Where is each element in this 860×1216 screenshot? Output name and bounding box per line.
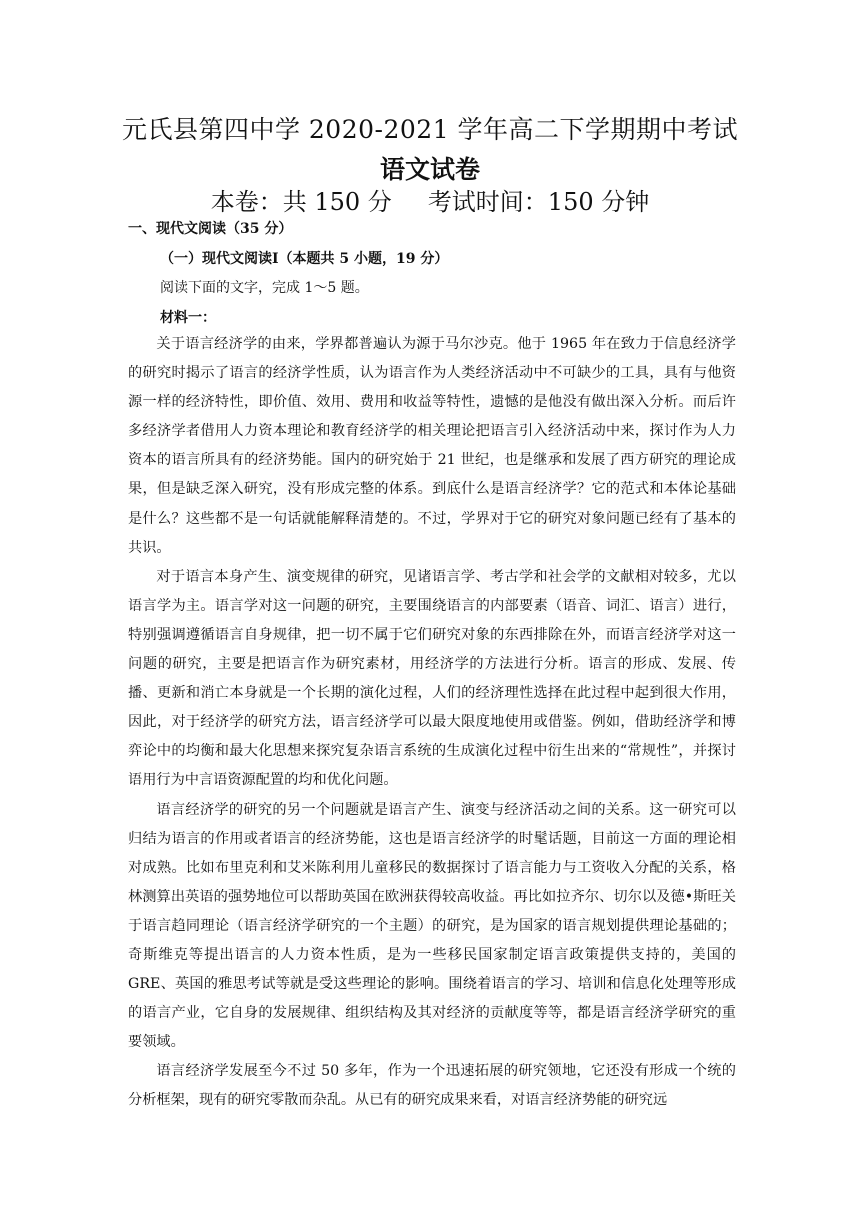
passage-paragraph-3: 语言经济学的研究的另一个问题就是语言产生、演变与经济活动之间的关系。这一研究可以归结为语言的作用或者语言的经济势能，这也是语言经济学的时髦话题，目前这一方面的理论相对成熟。比如布里克利和艾米陈利用儿童移民的数据探讨了语言能力与工资收入分配的关系，格林测算出英语的强势地位可以帮助英国在欧洲获得较高收益。再比如拉齐尔、切尔以及德•斯旺关于语言趋同理论（语言经济学研究的一个主题）的研究，是为国家的语言规划提供理论基础的；奇斯维克等提出语言的人力资本性质，是为一些移民国家制定语言政策提供支持的，美国的 GRE、英国的雅思考试等就是受这些理论的影响。围绕着语言的学习、培训和信息化处理等形成的语言产业，它自身的发展规律、组织结构及其对经济的贡献度等等，都是语言经济学研究的重要领域。 <box>128 801 736 1051</box>
passage-paragraph-2: 对于语言本身产生、演变规律的研究，见诸语言学、考古学和社会学的文献相对较多，尤以语言学为主。语言学对这一问题的研究，主要围绕语言的内部要素（语音、词汇、语言）进行，特别强调遵循语言自身规律，把一切不属于它们研究对象的东西排除在外，而语言经济学对这一问题的研究，主要是把语言作为研究素材，用经济学的方法进行分析。语言的形成、发展、传播、更新和消亡本身就是一个长期的演化过程，人们的经济理性选择在此过程中起到很大作用，因此，对于经济学的研究方法，语言经济学可以最大限度地使用或借鉴。例如，借助经济学和博弈论中的均衡和最大化思想来探究复杂语言系统的生成演化过程中衍生出来的“常规性”，并探讨语用行为中言语资源配置的均和优化问题。 <box>128 568 736 789</box>
subsection-heading: （一）现代文阅读Ⅰ（本题共 5 小题，19 分） <box>160 251 449 267</box>
exam-title: 元氏县第四中学 2020-2021 学年高二下学期期中考试 <box>121 115 739 144</box>
exam-time: 考试时间：150 分钟 <box>427 188 650 216</box>
exam-info-line <box>0 182 860 217</box>
material-label: 材料一： <box>160 310 216 326</box>
exam-subject: 语文试卷 <box>379 155 480 184</box>
total-score: 本卷：共 150 分 <box>210 188 392 216</box>
section-heading: 一、现代文阅读（35 分） <box>128 221 293 237</box>
reading-passage <box>128 330 736 1116</box>
reading-instruction: 阅读下面的文字，完成 1～5 题。 <box>160 280 369 296</box>
passage-paragraph-4: 语言经济学发展至今不过 50 多年，作为一个迅速拓展的研究领地，它还没有形成一个统的分析框架，现有的研究零散而杂乱。从已有的研究成果来看，对语言经济势能的研究远 <box>128 1063 736 1109</box>
passage-paragraph-1: 关于语言经济学的由来，学界都普遍认为源于马尔沙克。他于 1965 年在致力于信息经济学的研究时揭示了语言的经济学性质，认为语言作为人类经济活动中不可缺少的工具，具有与他资源一样的经济特性，即价值、效用、费用和收益等特性，遗憾的是他没有做出深入分析。而后许多经济学者借用人力资本理论和教育经济学的相关理论把语言引入经济活动中来，探讨作为人力资本的语言所具有的经济势能。国内的研究始于 21 世纪，也是继承和发展了西方研究的理论成果，但是缺乏深入研究，没有形成完整的体系。到底什么是语言经济学？它的范式和本体论基础是什么？这些都不是一句话就能解释清楚的。不过，学界对于它的研究对象问题已经有了基本的共识。 <box>128 336 736 556</box>
